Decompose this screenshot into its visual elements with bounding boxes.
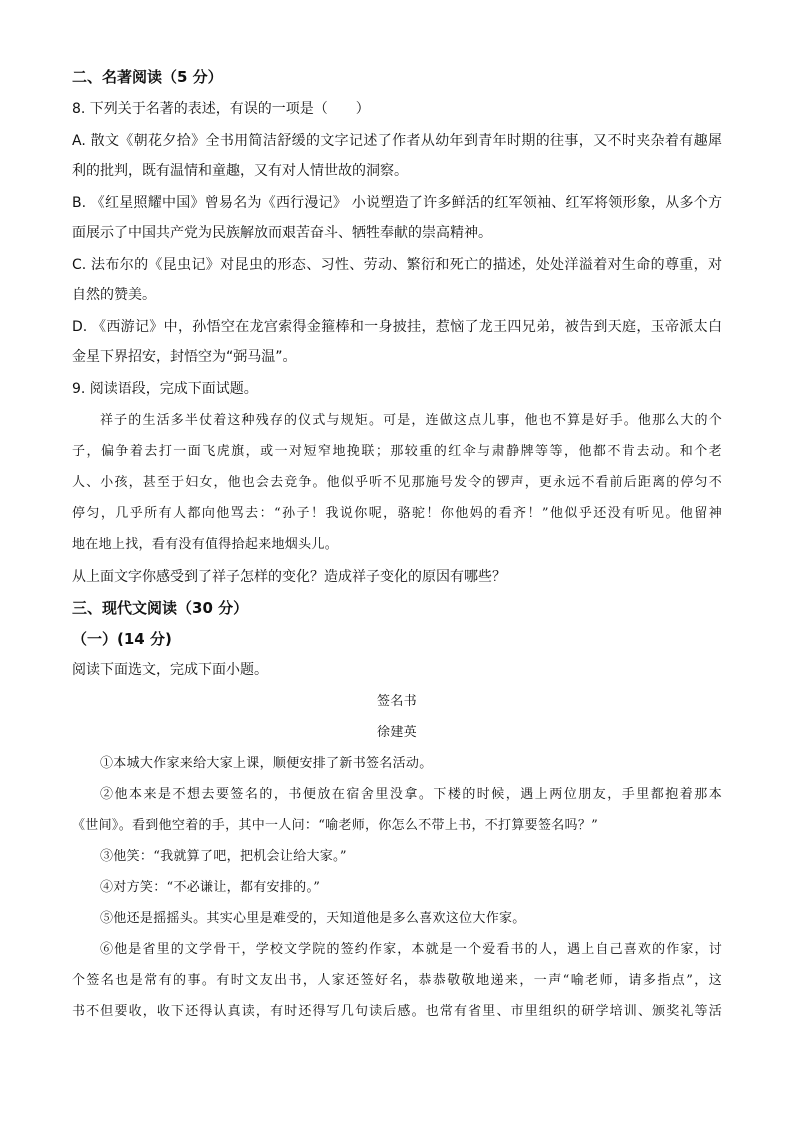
option-b-line-2: 面展示了中国共产党为民族解放而艰苦奋斗、牺牲奉献的崇高精神。 <box>72 225 492 241</box>
article-paragraph-6-line-3: 书不但要收，收下还得认真读，有时还得写几句读后感。也常有省里、市里组织的研学培训、颁奖礼等活 <box>72 1004 722 1019</box>
reading-instruction: 阅读下面选文，完成下面小题。 <box>72 662 268 678</box>
article-paragraph-6-line-1: ⑥他是省里的文学骨干，学校文学院的签约作家，本就是一个爱看书的人，遇上自己喜欢的作家，讨 <box>100 942 722 957</box>
option-d-line-2: 金星下界招安，封悟空为“弼马温”。 <box>72 349 297 365</box>
article-paragraph-2-line-1: ②他本来是不想去要签名的，书便放在宿舍里没拿。下楼的时候，遇上两位朋友，手里都抱着那本 <box>100 787 722 802</box>
option-c-line-1: C. 法布尔的《昆虫记》对昆虫的形态、习性、劳动、繁衍和死亡的描述，处处洋溢着对生命的尊重，对 <box>72 257 722 273</box>
article-paragraph-1: ①本城大作家来给大家上课，顺便安排了新书签名活动。 <box>100 756 433 771</box>
question-9-stem: 9. 阅读语段，完成下面试题。 <box>72 381 258 397</box>
article-paragraph-2-line-2: 《世间》。看到他空着的手，其中一人问：“喻老师，你怎么不带上书，不打算要签名吗？” <box>72 818 599 833</box>
section-heading-famous-books: 二、名著阅读（5 分） <box>72 68 223 86</box>
option-b-line-1: B. 《红星照耀中国》曾易名为《西行漫记》 小说塑造了许多鲜活的红军领袖、红军将领形象，从多个方 <box>72 195 722 211</box>
article-paragraph-3: ③他笑：“我就算了吧，把机会让给大家。” <box>100 849 347 864</box>
excerpt-line-3: 人、小孩，甚至于妇女，他也会去竞争。他似乎听不见那施号发令的锣声，更永远不看前后距离的停匀不 <box>72 475 722 490</box>
excerpt-line-4: 停匀，几乎所有人都向他骂去：“孙子！我说你呢，骆驼！你他妈的看齐！”他似乎还没有听见。他留神 <box>72 506 722 521</box>
article-title: 签名书 <box>377 694 417 709</box>
option-a-line-1: A. 散文《朝花夕拾》全书用简洁舒缓的文字记述了作者从幼年到青年时期的往事，又不时夹杂着有趣犀 <box>72 133 722 149</box>
option-a-line-2: 利的批判，既有温情和童趣，又有对人情世故的洞察。 <box>72 163 408 179</box>
article-author: 徐建英 <box>377 725 417 740</box>
question-9-prompt: 从上面文字你感受到了祥子怎样的变化？造成祥子变化的原因有哪些？ <box>72 569 506 585</box>
excerpt-line-5: 地在地上找，看有没有值得拾起来地烟头儿。 <box>72 537 339 552</box>
subsection-1-heading: （一）(14 分) <box>72 630 172 648</box>
article-paragraph-6-line-2: 个签名也是常有的事。有时文友出书，人家还签好名，恭恭敬敬地递来，一声“喻老师，请多指点”，这 <box>72 973 722 988</box>
excerpt-line-2: 子，偏争着去打一面飞虎旗，或一对短窄地挽联；那较重的红伞与肃静牌等等，他都不肯去动。和个老 <box>72 444 722 459</box>
option-c-line-2: 自然的赞美。 <box>72 287 156 303</box>
option-d-line-1: D. 《西游记》中，孙悟空在龙宫索得金箍棒和一身披挂，惹恼了龙王四兄弟，被告到天庭，玉帝派太白 <box>72 319 722 335</box>
excerpt-line-1: 祥子的生活多半仗着这种残存的仪式与规矩。可是，连做这点儿事，他也不算是好手。他那么大的个 <box>100 413 722 428</box>
article-paragraph-5: ⑤他还是摇摇头。其实心里是难受的，天知道他是多么喜欢这位大作家。 <box>100 911 526 926</box>
article-paragraph-4: ④对方笑：“不必谦让，都有安排的。” <box>100 880 321 895</box>
section-heading-modern-reading: 三、现代文阅读（30 分） <box>72 599 249 617</box>
question-8-stem: 8. 下列关于名著的表述，有误的一项是（ ） <box>72 101 370 117</box>
